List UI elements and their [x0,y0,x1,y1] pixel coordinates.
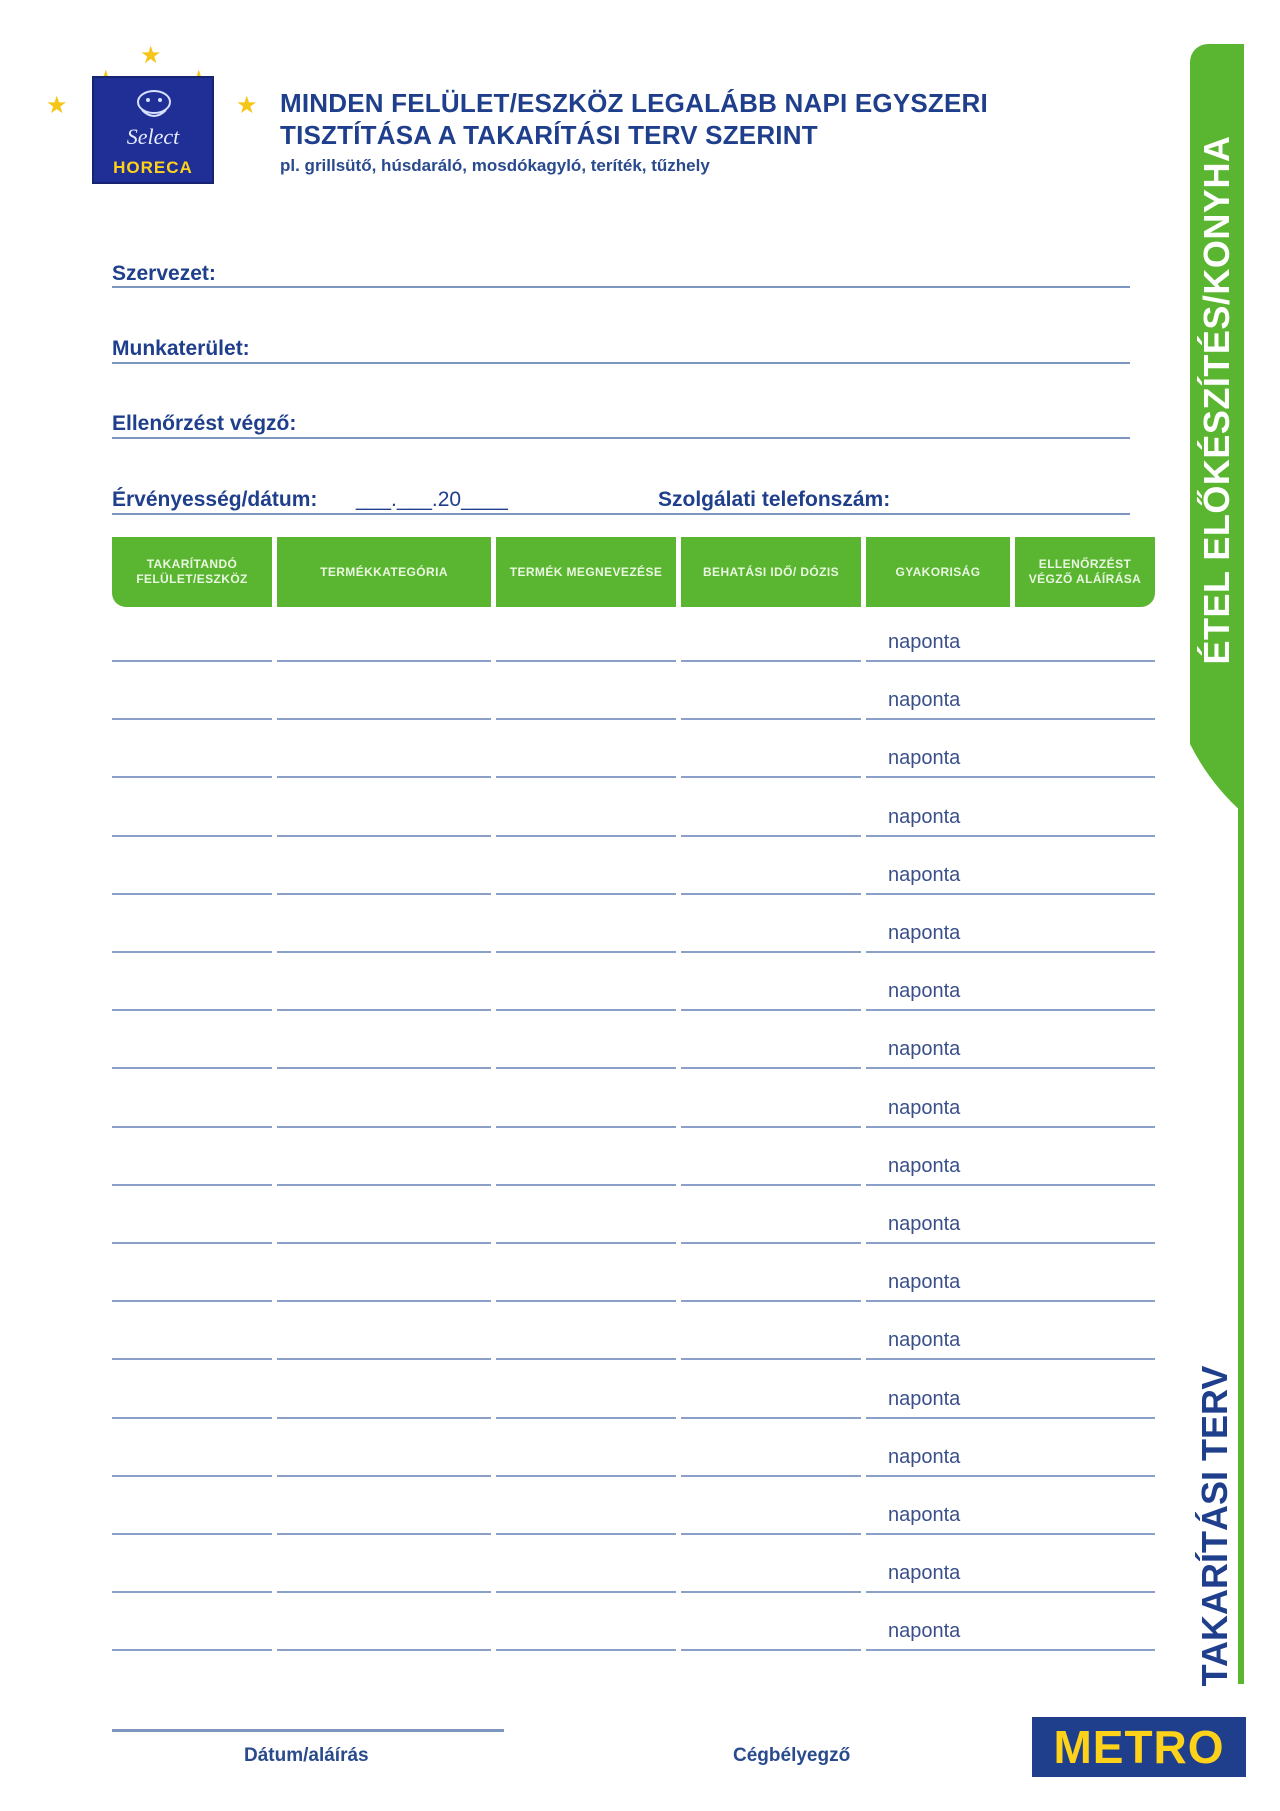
table-cell-line[interactable] [277,1009,491,1011]
table-cell-line[interactable] [277,1533,491,1535]
telefon-label: Szolgálati telefonszám: [658,488,891,511]
table-cell-line[interactable] [277,718,491,720]
table-cell-line[interactable] [277,1067,491,1069]
table-cell-line[interactable] [277,776,491,778]
table-cell-line[interactable] [681,951,861,953]
table-cell-line[interactable] [496,1533,676,1535]
table-cell-line[interactable] [277,1417,491,1419]
table-cell-line[interactable] [112,1533,272,1535]
table-cell-line[interactable] [866,1649,1155,1651]
table-cell-line[interactable] [866,776,1155,778]
table-cell-line[interactable] [681,1591,861,1593]
table-cell-line[interactable] [112,893,272,895]
table-cell-line[interactable] [277,951,491,953]
ervenyesseg-line[interactable] [112,513,1130,515]
page-title-line2: TISZTÍTÁSA A TAKARÍTÁSI TERV SZERINT [280,120,818,150]
col-header-product: TERMÉK MEGNEVEZÉSE [496,537,676,607]
table-cell-line[interactable] [496,1417,676,1419]
ellenorzest-label: Ellenőrzést végző: [112,412,297,435]
table-cell-line[interactable] [866,1417,1155,1419]
col-header-category: TERMÉKKATEGÓRIA [277,537,491,607]
table-cell-line[interactable] [277,1591,491,1593]
table-cell-line[interactable] [277,1649,491,1651]
frequency-cell: naponta [888,1097,961,1119]
table-cell-line[interactable] [112,1649,272,1651]
table-cell-line[interactable] [496,660,676,662]
table-cell-line[interactable] [681,776,861,778]
table-cell-line[interactable] [112,1475,272,1477]
table-cell-line[interactable] [681,1533,861,1535]
table-cell-line[interactable] [681,1475,861,1477]
szervezet-field[interactable] [112,286,1130,288]
table-cell-line[interactable] [112,951,272,953]
table-cell-line[interactable] [277,893,491,895]
table-cell-line[interactable] [496,1184,676,1186]
table-cell-line[interactable] [681,1300,861,1302]
table-cell-line[interactable] [277,835,491,837]
col-header-surface: TAKARÍTANDÓ FELÜLET/ESZKÖZ [112,537,272,607]
table-cell-line[interactable] [496,1009,676,1011]
table-cell-line[interactable] [681,1242,861,1244]
table-cell-line[interactable] [681,835,861,837]
logo-horeca-text: HORECA [113,158,193,177]
table-cell-line[interactable] [496,1475,676,1477]
page-title-line1: MINDEN FELÜLET/ESZKÖZ LEGALÁBB NAPI EGYSZERI [280,88,988,118]
table-cell-line[interactable] [681,1126,861,1128]
table-cell-line[interactable] [112,660,272,662]
frequency-cell: naponta [888,1446,961,1468]
frequency-cell: naponta [888,1155,961,1177]
table-cell-line[interactable] [112,1126,272,1128]
table-cell-line[interactable] [112,1009,272,1011]
star-icon: ★ [236,92,258,119]
frequency-cell: naponta [888,1620,961,1642]
table-cell-line[interactable] [277,1475,491,1477]
signature-line[interactable] [112,1729,504,1732]
frequency-cell: naponta [888,922,961,944]
table-cell-line[interactable] [866,718,1155,720]
table-cell-line[interactable] [681,660,861,662]
chef-hat-icon [130,88,178,124]
cegbelyegzo-label: Cégbélyegző [733,1745,851,1766]
table-cell-line[interactable] [496,893,676,895]
table-cell-line[interactable] [277,1126,491,1128]
table-cell-line[interactable] [496,1591,676,1593]
datum-label: Dátum/aláírás [244,1745,369,1766]
table-cell-line[interactable] [866,951,1155,953]
table-cell-line[interactable] [681,1358,861,1360]
metro-logo [1032,1717,1246,1777]
star-icon: ★ [46,92,68,119]
table-cell-line[interactable] [496,1242,676,1244]
table-cell-line[interactable] [496,1126,676,1128]
table-cell-line[interactable] [112,1358,272,1360]
table-cell-line[interactable] [681,1649,861,1651]
frequency-cell: naponta [888,1562,961,1584]
frequency-cell: naponta [888,1213,961,1235]
table-cell-line[interactable] [866,1358,1155,1360]
table-cell-line[interactable] [277,1358,491,1360]
table-cell-line[interactable] [866,1067,1155,1069]
table-cell-line[interactable] [866,1475,1155,1477]
table-cell-line[interactable] [277,660,491,662]
table-cell-line[interactable] [112,718,272,720]
frequency-cell: naponta [888,1504,961,1526]
table-cell-line[interactable] [112,835,272,837]
table-cell-line[interactable] [112,1242,272,1244]
side-tab-label: ÉTEL ELŐKÉSZÍTÉS/KONYHA [1196,135,1237,665]
logo-select-text: Select [126,124,180,149]
frequency-cell: naponta [888,747,961,769]
ervenyesseg-label: Érvényesség/dátum: [112,488,318,511]
table-cell-line[interactable] [496,1358,676,1360]
table-cell-line[interactable] [681,718,861,720]
table-cell-line[interactable] [866,660,1155,662]
table-cell-line[interactable] [866,1184,1155,1186]
table-cell-line[interactable] [866,1009,1155,1011]
col-header-dose: BEHATÁSI IDŐ/ DÓZIS [681,537,861,607]
page-subtitle: pl. grillsütő, húsdaráló, mosdókagyló, teríték, tűzhely [280,156,710,175]
ellenorzest-field[interactable] [112,437,1130,439]
table-cell-line[interactable] [496,1649,676,1651]
metro-logo-text: METRO [1053,1721,1225,1773]
col-header-frequency: GYAKORISÁG [866,537,1010,607]
frequency-cell: naponta [888,806,961,828]
table-cell-line[interactable] [496,1067,676,1069]
table-cell-line[interactable] [112,1591,272,1593]
munkaterulet-field[interactable] [112,362,1130,364]
table-cell-line[interactable] [866,1300,1155,1302]
table-cell-line[interactable] [496,718,676,720]
frequency-cell: naponta [888,1038,961,1060]
frequency-cell: naponta [888,1388,961,1410]
table-cell-line[interactable] [112,1300,272,1302]
frequency-cell: naponta [888,689,961,711]
table-cell-line[interactable] [866,1591,1155,1593]
star-icon: ★ [140,42,162,69]
table-cell-line[interactable] [496,776,676,778]
table-cell-line[interactable] [866,1242,1155,1244]
table-cell-line[interactable] [277,1242,491,1244]
table-cell-line[interactable] [681,1417,861,1419]
frequency-cell: naponta [888,631,961,653]
frequency-cell: naponta [888,1329,961,1351]
table-cell-line[interactable] [681,1067,861,1069]
table-cell-line[interactable] [277,1184,491,1186]
table-cell-line[interactable] [496,835,676,837]
table-cell-line[interactable] [866,835,1155,837]
select-horeca-logo [92,76,214,184]
table-cell-line[interactable] [866,1126,1155,1128]
table-cell-line[interactable] [277,1300,491,1302]
frequency-cell: naponta [888,864,961,886]
table-cell-line[interactable] [681,1184,861,1186]
table-cell-line[interactable] [496,951,676,953]
frequency-cell: naponta [888,1271,961,1293]
frequency-cell: naponta [888,980,961,1002]
table-cell-line[interactable] [112,1184,272,1186]
munkaterulet-label: Munkaterület: [112,337,250,360]
plan-label: TAKARÍTÁSI TERV [1194,1365,1235,1687]
table-cell-line[interactable] [866,893,1155,895]
table-cell-line[interactable] [112,776,272,778]
table-cell-line[interactable] [866,1533,1155,1535]
side-strip [1238,744,1244,1684]
table-cell-line[interactable] [112,1067,272,1069]
table-cell-line[interactable] [681,1009,861,1011]
date-field[interactable]: ___.___.20____ [356,488,508,511]
table-cell-line[interactable] [496,1300,676,1302]
table-cell-line[interactable] [112,1417,272,1419]
szervezet-label: Szervezet: [112,262,216,285]
col-header-signature: ELLENŐRZÉST VÉGZŐ ALÁÍRÁSA [1015,537,1155,607]
side-tab-tip [1190,744,1244,814]
table-cell-line[interactable] [681,893,861,895]
